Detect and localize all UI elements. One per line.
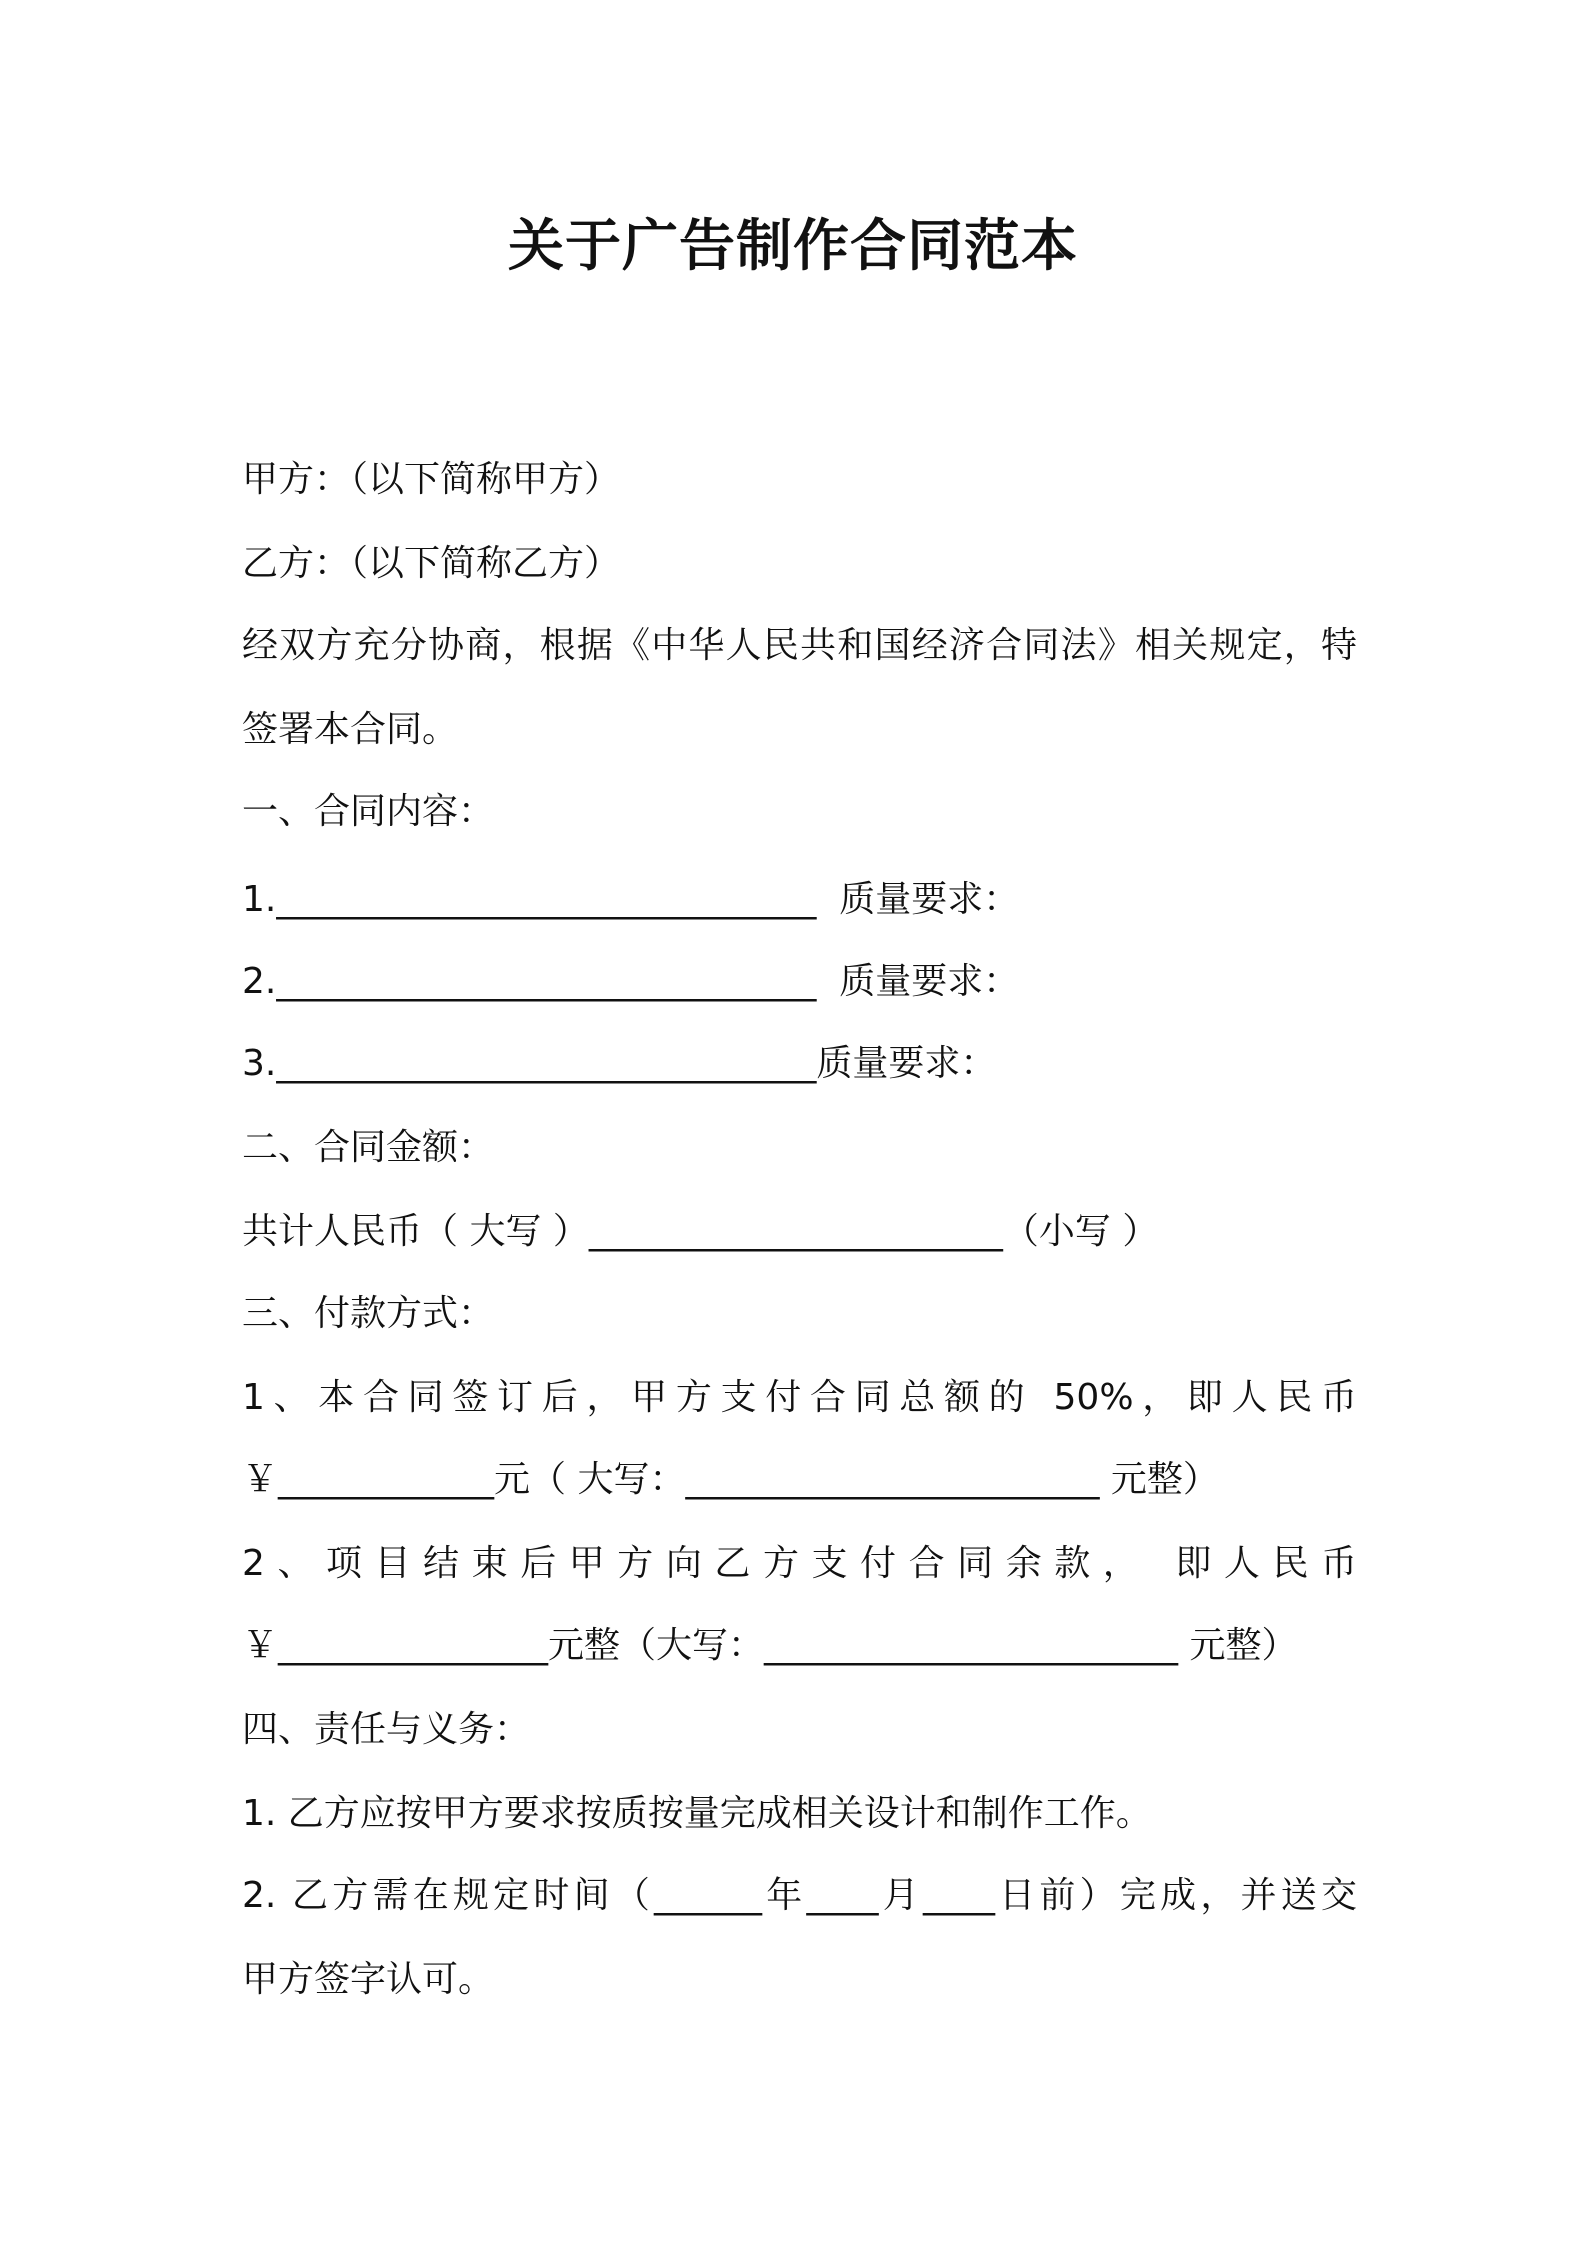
payment-1-line-2: ￥____________元（ 大写：_______________________ 元整） [242,1459,1219,1500]
party-b-line: 乙方：（以下简称乙方） [242,543,621,584]
content-item-3: 3.______________________________质量要求： [242,1043,997,1084]
section-heading-duties: 四、责任与义务： [242,1709,531,1750]
payment-1-line-1: 1、本合同签订后，甲方支付合同总额的 50%，即人民币 [242,1377,1357,1418]
document-title: 关于广告制作合同范本 [508,214,1078,279]
payment-2-line-1: 2、项目结束后甲方向乙方支付合同余款， 即人民币 [242,1543,1357,1584]
preamble-line-2: 签署本合同。 [242,709,459,750]
preamble-line-1: 经双方充分协商，根据《中华人民共和国经济合同法》相关规定，特 [242,625,1357,666]
content-item-2: 2.______________________________ 质量要求： [242,961,1020,1002]
duty-item-2-line-2: 甲方签字认可。 [242,1959,495,2000]
duty-item-2-line-1: 2. 乙方需在规定时间（______年____月____日前）完成，并送交 [242,1875,1357,1916]
content-item-1: 1.______________________________ 质量要求： [242,879,1020,920]
section-heading-content: 一、合同内容： [242,791,495,832]
party-a-line: 甲方：（以下简称甲方） [242,459,621,500]
amount-line: 共计人民币（ 大写 ）_______________________（小写 ） [242,1211,1159,1252]
duty-item-1: 1. 乙方应按甲方要求按质按量完成相关设计和制作工作。 [242,1793,1152,1834]
section-heading-payment: 三、付款方式： [242,1293,495,1334]
section-heading-amount: 二、合同金额： [242,1127,495,1168]
payment-2-line-2: ￥_______________元整（大写：_______________________ 元整） [242,1625,1298,1666]
